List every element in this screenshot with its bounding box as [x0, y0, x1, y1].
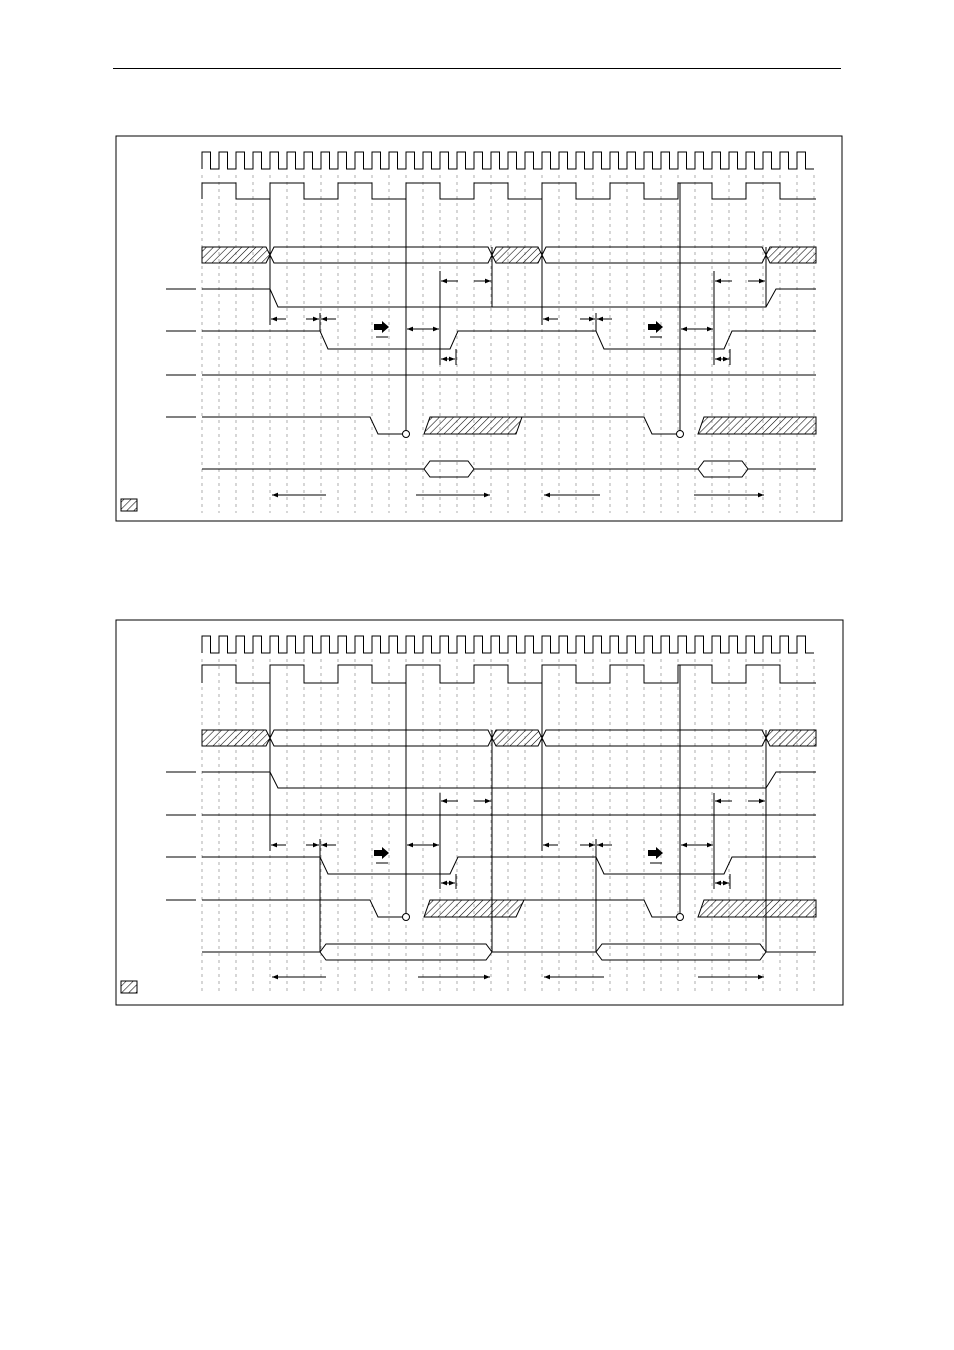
- diagram-frame: [116, 136, 842, 521]
- page-header-rule: [113, 68, 841, 69]
- write-strobe-signal: [202, 857, 816, 874]
- ready-signal: [202, 461, 816, 477]
- grid-lines: [202, 659, 814, 995]
- address-bus-signal: [202, 247, 816, 263]
- hatch-swatch-icon: [121, 981, 137, 993]
- timing-diagram-1: [0, 135, 954, 522]
- fast-clock-waveform: [202, 636, 814, 653]
- slow-clock-waveform: [202, 183, 816, 199]
- bold-arrows: [374, 847, 663, 863]
- data-output-signal: [202, 944, 816, 960]
- read-strobe-signal: [202, 331, 816, 349]
- grid-lines: [202, 175, 814, 513]
- timing-diagram-2: [0, 619, 954, 1006]
- fast-clock-waveform: [202, 152, 814, 169]
- chip-select-signal: [202, 289, 816, 307]
- data-bus-signal: [202, 900, 816, 921]
- address-bus-signal: [202, 730, 816, 746]
- timing-arrows: [271, 801, 765, 977]
- slow-clock-waveform: [202, 665, 816, 683]
- timing-arrows: [271, 281, 765, 495]
- data-bus-signal: [202, 417, 816, 438]
- diagram-frame: [116, 620, 843, 1005]
- hatch-swatch-icon: [121, 499, 137, 511]
- chip-select-signal: [202, 772, 816, 788]
